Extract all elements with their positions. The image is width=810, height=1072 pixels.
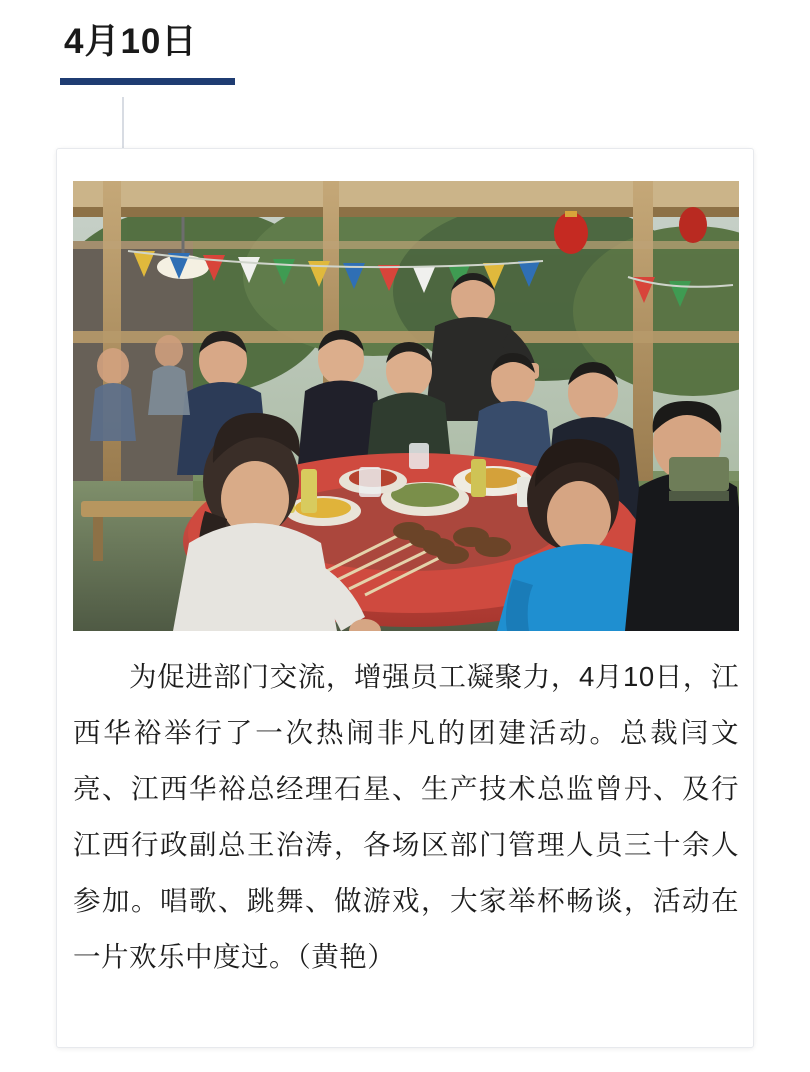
title-underline xyxy=(60,78,235,85)
timeline-connector xyxy=(122,97,124,152)
photo-illustration xyxy=(73,181,739,631)
article-body-text: 为促进部门交流，增强员工凝聚力，4月10日，江西华裕举行了一次热闹非凡的团建活动。总裁闫文亮、江西华裕总经理石星、生产技术总监曾丹、及行江西行政副总王治涛，各场区部门管理人员三十余人参加。唱歌、跳舞、做游戏，大家举杯畅谈，活动在一片欢乐中度过。（黄艳） xyxy=(73,661,739,972)
team-building-outdoor-banquet-photo xyxy=(73,181,739,631)
date-heading-block xyxy=(60,18,235,85)
page-title: 4月10日 xyxy=(64,22,198,61)
article-card xyxy=(56,148,754,1048)
